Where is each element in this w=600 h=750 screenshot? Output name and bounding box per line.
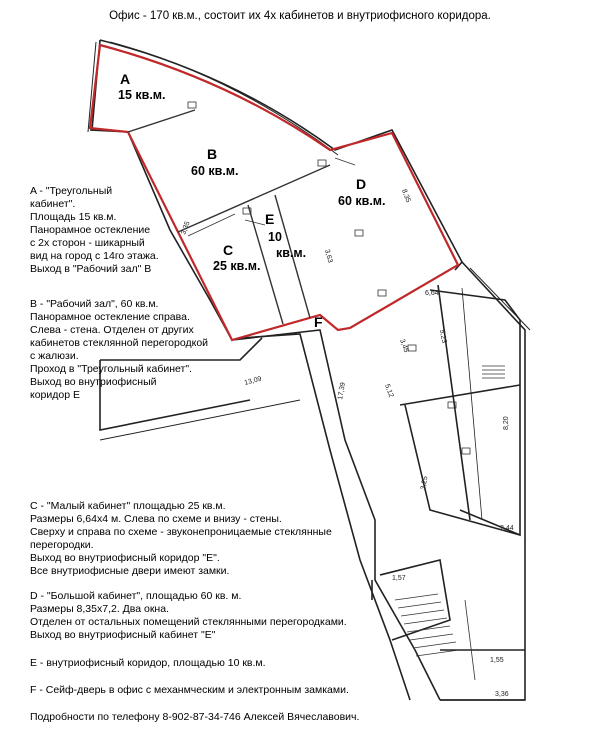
dimension-label: 13,09: [243, 375, 263, 387]
dimension-label: 8,35: [400, 188, 412, 204]
dimension-label: 2,44: [500, 525, 514, 532]
dimension-label: 8,20: [503, 416, 510, 430]
dimension-label: 5,12: [383, 383, 395, 399]
dimension-label: 17,39: [337, 381, 348, 401]
dimension-label: 6,64: [425, 290, 439, 297]
dimension-label: 3,35: [180, 220, 192, 236]
room-d-letter: D: [356, 176, 367, 192]
room-a-area: 15 кв.м.: [118, 88, 166, 102]
room-c-area: 25 кв.м.: [213, 259, 261, 273]
dimension-label: 1,55: [490, 657, 504, 664]
dimension-label: 3,36: [495, 691, 509, 698]
room-b-area: 60 кв.м.: [191, 164, 239, 178]
note-room-d: D - "Большой кабинет", площадью 60 кв. м. Размеры 8,35х7,2. Два окна. Отделен от остальных помещений стеклянными перегородками. Выход во внутриофисный кабинет "E": [30, 590, 347, 641]
room-b-letter: B: [207, 146, 218, 162]
contact-info: Подробности по телефону 8-902-87-34-746 Алексей Вячеславович.: [30, 711, 360, 723]
room-e-area-number: 10: [268, 230, 282, 244]
page-title: Офис - 170 кв.м., состоит их 4х кабинетов и внутриофисного коридора.: [109, 10, 491, 22]
note-room-b: B - "Рабочий зал", 60 кв.м. Панорамное остекление справа. Слева - стена. Отделен от других кабинетов стеклянной перегородкой с жалюзи. Проход в "Треугольный кабинет". Выход во внутриофисный коридор E: [30, 298, 209, 401]
room-d-area: 60 кв.м.: [338, 194, 386, 208]
dimension-label: 3,25: [420, 475, 430, 491]
dimension-label: 3,45: [398, 338, 410, 354]
note-room-c: C - "Малый кабинет" площадью 25 кв.м. Размеры 6,64х4 м. Слева по схеме и внизу - стены. Сверху и справа по схеме - звуконепроницаемые стеклянные перегородки. Выход во внутриофисный коридор "E". Все внутриофисные двери имеют замки.: [30, 500, 332, 577]
room-e-letter: E: [265, 211, 275, 227]
dimension-label: 1,57: [392, 575, 406, 582]
room-a-letter: A: [120, 71, 131, 87]
dimension-label: 3,63: [323, 248, 334, 264]
note-room-f: F - Сейф-дверь в офис с механмческим и электронным замками.: [30, 684, 349, 696]
dimension-label: 5,23: [438, 329, 448, 344]
note-room-e: E - внутриофисный коридор, площадью 10 кв.м.: [30, 657, 266, 669]
room-c-letter: C: [223, 242, 234, 258]
room-e-area-unit: кв.м.: [276, 246, 307, 260]
note-room-a: A - "Треугольный кабинет". Площадь 15 кв.м. Панорамное остекление с 2х сторон - шикарный вид на город с 14го этажа. Выход в "Рабочий зал" B: [30, 185, 159, 275]
room-f-letter: F: [314, 314, 323, 330]
